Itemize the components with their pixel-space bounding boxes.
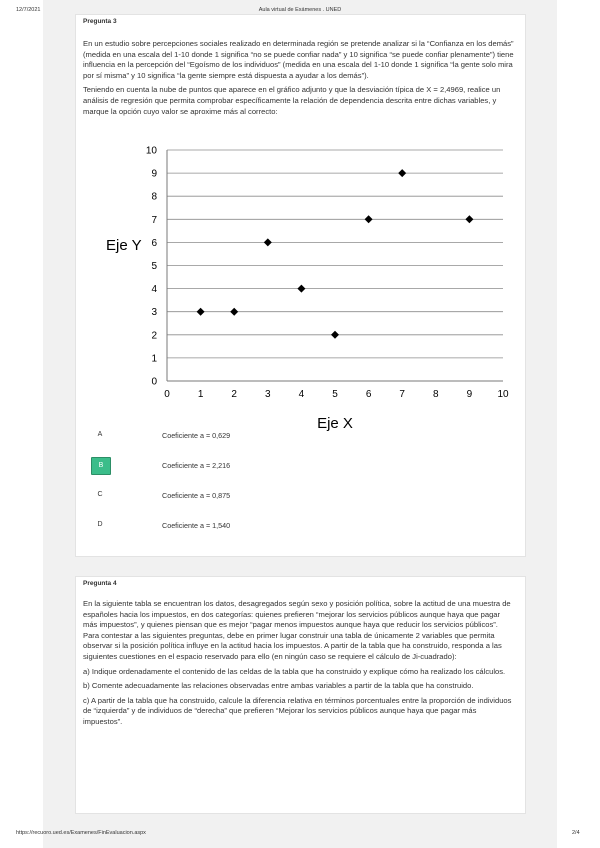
y-tick-label: 1 bbox=[151, 353, 157, 365]
data-point bbox=[197, 308, 205, 316]
option-c-text[interactable]: Coeficiente a = 0,875 bbox=[162, 491, 231, 500]
option-d-text[interactable]: Coeficiente a = 1,540 bbox=[162, 521, 231, 530]
option-a-letter[interactable]: A bbox=[97, 431, 103, 438]
data-point bbox=[331, 331, 339, 339]
data-point bbox=[398, 169, 406, 177]
y-tick-label: 5 bbox=[151, 261, 157, 272]
y-tick-label: 3 bbox=[151, 307, 157, 319]
data-point bbox=[365, 215, 373, 223]
data-point bbox=[297, 285, 305, 293]
print-page-number: 2/4 bbox=[572, 830, 580, 836]
x-tick-label: 1 bbox=[197, 389, 204, 400]
print-page-title: Aula virtual de Exámenes . UNED bbox=[258, 7, 342, 13]
option-a-text[interactable]: Coeficiente a = 0,629 bbox=[162, 431, 231, 440]
y-tick-label: 9 bbox=[151, 168, 157, 180]
data-point bbox=[230, 308, 238, 316]
data-point bbox=[264, 238, 272, 246]
x-tick-label: 4 bbox=[298, 389, 305, 400]
question-4-item-c: c) A partir de la tabla que ha construido, calcule la diferencia relativa en términos porcentuales entre la proporción de individuos de “izquierda” y de individuos de “derecha” que prefieren “Mejorar los servicios públicos aunque haya que pagar más impuestos”. bbox=[83, 695, 512, 726]
print-date: 12/7/2021 bbox=[16, 7, 41, 13]
x-tick-label: 3 bbox=[265, 389, 271, 400]
option-b-text[interactable]: Coeficiente a = 2,216 bbox=[162, 461, 231, 470]
data-point bbox=[465, 215, 473, 223]
x-tick-label: 10 bbox=[497, 389, 509, 400]
question-3-paragraph-1: En un estudio sobre percepciones sociales realizado en determinada región se pretende analizar si la “Confianza en los demás” (medida en una escala del 1-10 donde 1 significa “no se puede confiar nada” y 10 significa “se puede confiar plenamente”) tiene influencia en la percepción del “Egoísmo de los individuos” (medida en una escala del 1-10 donde 1 significa “la gente solo mira por sí misma” y 10 significa “la gente siempre está dispuesta a ayudar a los demás”). bbox=[83, 39, 514, 80]
question-3-paragraph-2: Teniendo en cuenta la nube de puntos que aparece en el gráfico adjunto y que la desviación típica de X = 2,4969, realice un análisis de regresión que permita comprobar específicamente la relación de dependencia descrita entre dichas variables, y marque la opción cuyo valor se aproxime más al correcto: bbox=[83, 85, 501, 116]
question-4-card bbox=[75, 576, 526, 814]
option-d-letter[interactable]: D bbox=[97, 521, 103, 528]
question-4-item-b: b) Comente adecuadamente las relaciones observadas entre ambas variables a partir de la tabla que ha construido. bbox=[83, 681, 474, 691]
y-tick-label: 0 bbox=[151, 376, 157, 388]
option-c-letter[interactable]: C bbox=[97, 491, 103, 498]
y-axis-title: Eje Y bbox=[106, 237, 142, 254]
y-tick-label: 7 bbox=[151, 214, 157, 226]
option-b-letter[interactable]: B bbox=[91, 457, 111, 475]
question-3-card bbox=[75, 14, 526, 557]
x-tick-label: 9 bbox=[466, 389, 473, 400]
x-tick-label: 8 bbox=[433, 389, 439, 400]
x-tick-label: 7 bbox=[399, 389, 405, 400]
y-tick-label: 8 bbox=[151, 191, 157, 203]
x-tick-label: 0 bbox=[164, 389, 170, 400]
x-tick-label: 2 bbox=[231, 389, 237, 400]
question-4-label: Pregunta 4 bbox=[83, 580, 117, 587]
question-4-item-a: a) Indique ordenadamente el contenido de las celdas de la tabla que ha construido y explique cómo ha realizado los cálculos. bbox=[83, 666, 506, 676]
question-4-intro: En la siguiente tabla se encuentran los datos, desagregados según sexo y posición política, sobre la actitud de una muestra de españoles hacia los impuestos, en dos categorías: quienes prefieren “mejorar los servicios públicos aunque haya que pagar más impuestos”, y quienes piensan que es mejor “pagar menos impuestos aunque haya que reducir los servicios públicos”. Para contestar a las siguientes preguntas, debe en primer lugar construir una tabla de únicamente 2 variables que permita observar si la posición política influye en la actitud hacia los impuestos. A partir de la tabla que ha construido, responda a las siguientes cuestiones en el espacio reservado para ello (en ningún caso se requiere el cálculo de Ji-cuadrado): bbox=[83, 599, 511, 661]
scatter-chart bbox=[81, 129, 509, 432]
print-url: https://recuoro.ued.es/Examenes/FinEvaluacion.aspx bbox=[16, 830, 146, 836]
y-tick-label: 4 bbox=[151, 284, 157, 296]
y-tick-label: 6 bbox=[151, 237, 157, 249]
question-4-statement bbox=[83, 599, 515, 728]
question-3-label: Pregunta 3 bbox=[83, 18, 117, 25]
y-tick-label: 2 bbox=[151, 330, 157, 342]
x-axis-title: Eje X bbox=[317, 415, 353, 432]
x-tick-label: 6 bbox=[365, 389, 372, 400]
x-tick-label: 5 bbox=[332, 389, 338, 400]
y-tick-label: 10 bbox=[145, 145, 157, 157]
question-3-statement bbox=[83, 39, 515, 117]
